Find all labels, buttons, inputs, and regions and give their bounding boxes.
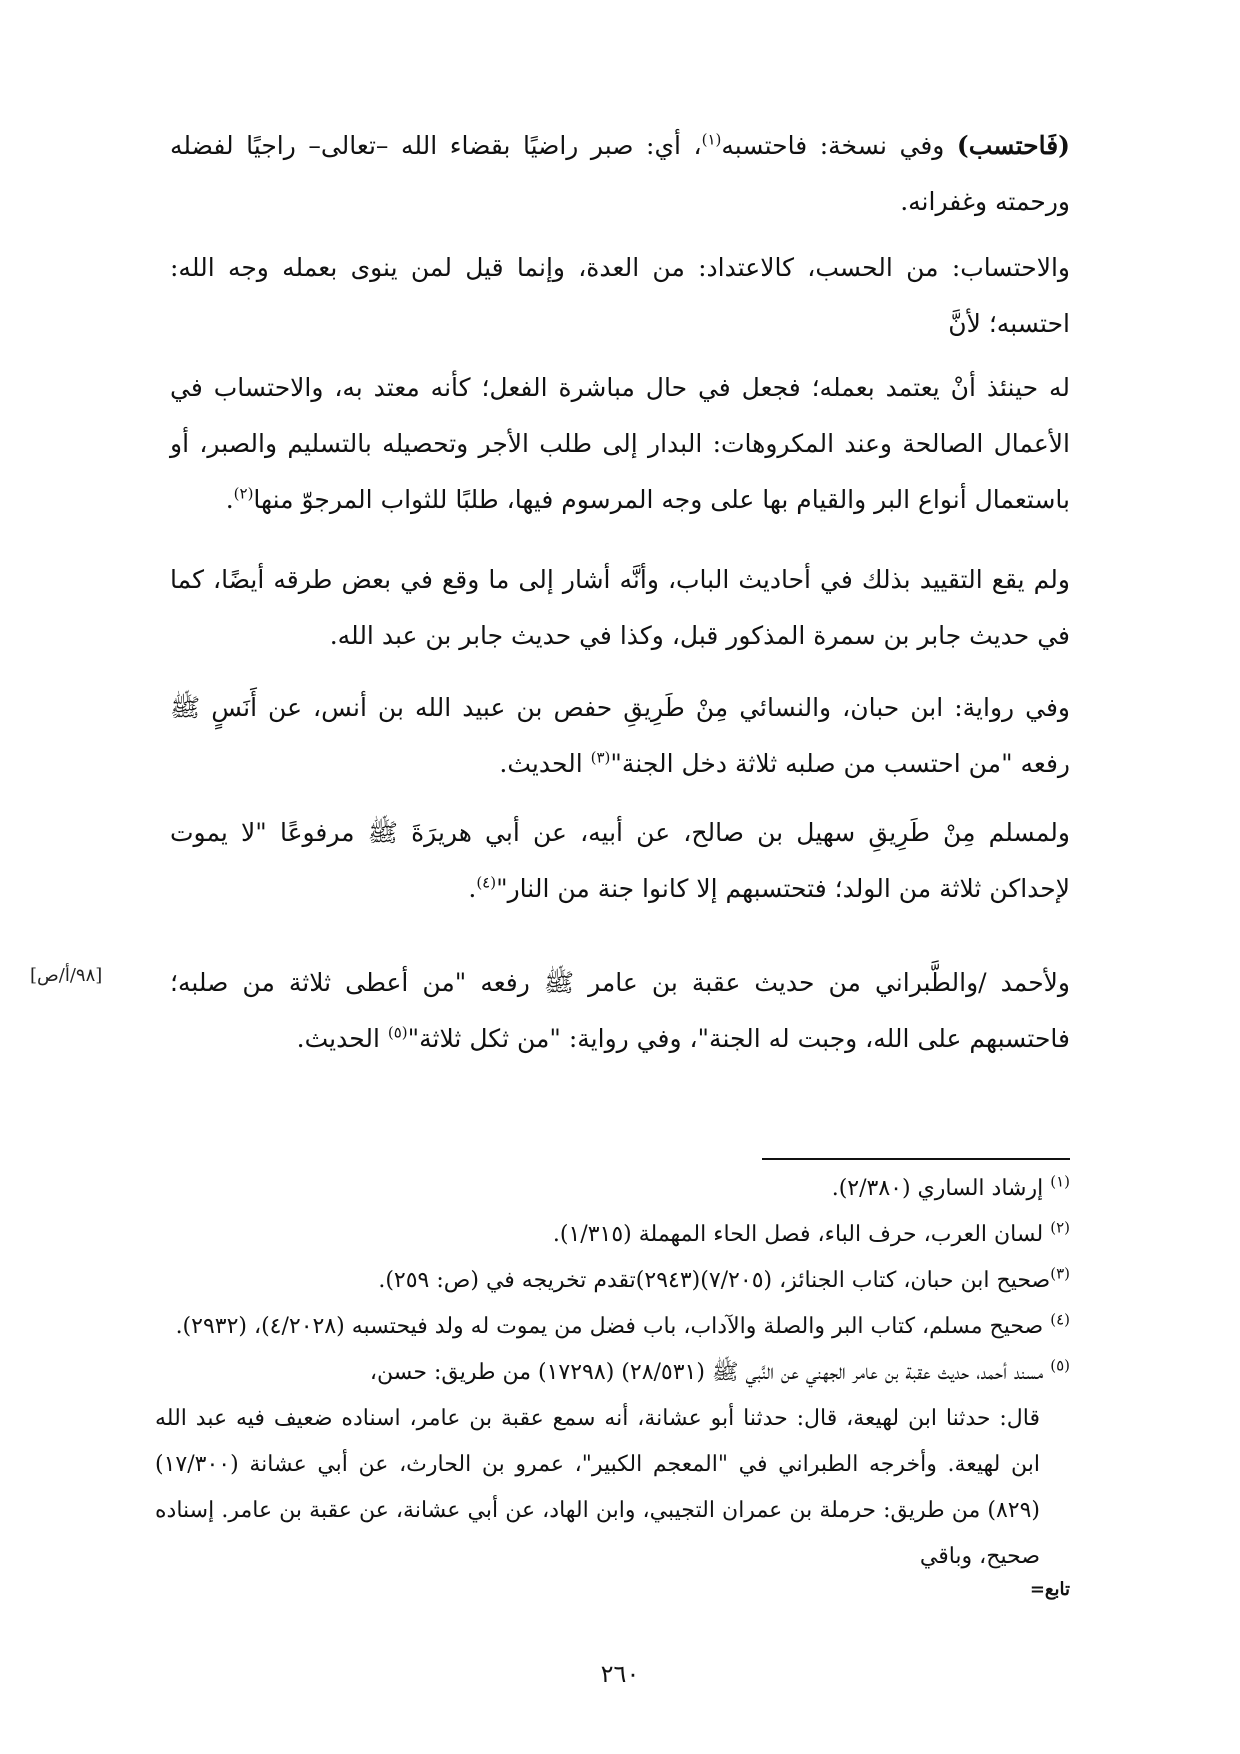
footnote-ref-2: (٢)	[233, 484, 254, 503]
paragraph-5-text: وفي رواية: ابن حبان، والنسائي مِنْ طَرِيقِ حفص بن عبيد الله بن أنس، عن أَنَسٍ ﷺ رفعه "من احتسب من صلبه ثلاثة دخل الجنة"	[170, 693, 1070, 778]
paragraph-4-text: ولم يقع التقييد بذلك في أحاديث الباب، وأنَّه أشار إلى ما وقع في بعض طرقه أيضًا، كما في حديث جابر بن سمرة المذكور قبل، وكذا في حديث جابر بن عبد الله.	[170, 565, 1070, 650]
page-number: ٢٦٠	[600, 1660, 640, 1688]
paragraph-5	[170, 680, 1070, 792]
paragraph-3-text: له حينئذ أنْ يعتمد بعمله؛ فجعل في حال مباشرة الفعل؛ كأنه معتد به، والاحتساب في الأعمال الصالحة وعند المكروهات: البدار إلى طلب الأجر وتحصيله بالتسليم والصبر، أو باستعمال أنواع البر والقيام بها على وجه المرسوم فيها، طلبًا للثواب المرجوّ منها	[170, 373, 1070, 514]
paragraph-7	[170, 955, 1070, 1067]
footnote-ref-1: (١)	[701, 130, 722, 149]
manuscript-folio-marker: [٩٨/أ/ص]	[30, 965, 103, 986]
footnote-number: (١)	[1050, 1172, 1070, 1191]
paragraph-6-tail: .	[468, 874, 477, 903]
footnote-ref-5: (٥)	[387, 1023, 408, 1042]
paragraph-1-tail: ، أي: صبر راضيًا بقضاء الله –تعالى– راجيًا لفضله ورحمته وغفرانه.	[170, 131, 1070, 216]
footnote-3	[155, 1258, 1070, 1304]
paragraph-6	[170, 805, 1070, 917]
footnote-text: لسان العرب، حرف الباء، فصل الحاء المهملة (١/٣١٥).	[552, 1222, 1044, 1247]
footnote-separator	[762, 1158, 1070, 1160]
paragraph-1	[170, 118, 1070, 230]
paragraph-6-text: ولمسلم مِنْ طَرِيقِ سهيل بن صالح، عن أبيه، عن أبي هريرَةَ ﷺ مرفوعًا "لا يموت لإحداكن ثلاثة من الولد؛ فتحتسبهم إلا كانوا جنة من النار"	[170, 818, 1070, 903]
footnote-text: إرشاد الساري (٢/٣٨٠).	[831, 1176, 1044, 1201]
paragraph-3	[170, 360, 1070, 528]
footnote-ref-3: (٣)	[590, 748, 611, 767]
footnote-number: (٥)	[1050, 1356, 1070, 1375]
footnote-text: مسند أحمد، حديث عقبة بن عامر الجهني عن النَّبي ﷺ (٢٨/٥٣١) (١٧٢٩٨) من طريق: حسن،	[369, 1360, 1044, 1385]
paragraph-7-text: ولأحمد /والطَّبراني من حديث عقبة بن عامر ﷺ رفعه "من أعطى ثلاثة من صلبه؛ فاحتسبهم على الله، وجبت له الجنة"، وفي رواية: "من ثكل ثلاثة"	[170, 968, 1070, 1053]
paragraph-5-tail: الحديث.	[499, 749, 591, 778]
paragraph-4	[170, 552, 1070, 664]
footnote-4	[155, 1304, 1070, 1350]
footnote-text: صحيح ابن حبان، كتاب الجنائز، (٧/٢٠٥)(٢٩٤٣)تقدم تخريجه في (ص: ٢٥٩).	[378, 1268, 1051, 1293]
paragraph-2	[170, 240, 1070, 352]
footnote-text: صحيح مسلم، كتاب البر والصلة والآداب، باب فضل من يموت له ولد فيحتسبه (٤/٢٠٢٨)، (٢٩٣٢).	[175, 1314, 1044, 1339]
footnote-number: (٢)	[1050, 1218, 1070, 1237]
paragraph-2-text: والاحتساب: من الحسب، كالاعتداد: من العدة، وإنما قيل لمن ينوى بعمله وجه الله: احتسبه؛ لأنَّ	[170, 253, 1070, 338]
footnote-5	[155, 1350, 1070, 1396]
paragraph-7-tail: الحديث.	[296, 1024, 388, 1053]
footnote-2	[155, 1212, 1070, 1258]
footnotes	[155, 1166, 1070, 1600]
footnote-ref-4: (٤)	[476, 873, 497, 892]
paragraph-3-tail: .	[225, 485, 234, 514]
footnote-5-continuation: قال: حدثنا ابن لهيعة، قال: حدثنا أبو عشانة، أنه سمع عقبة بن عامر، اسناده ضعيف فيه عبد الله ابن لهيعة. وأخرجه الطبراني في "المعجم الكبير"، عمرو بن الحارث، عن أبي عشانة (١٧/٣٠٠)(٨٢٩) من طريق: حرملة بن عمران التجيبي، وابن الهاد، عن أبي عشانة، عن عقبة بن عامر. إسناده صحيح، وباقي	[155, 1406, 1040, 1569]
footnote-1	[155, 1166, 1070, 1212]
headword: (فَاحتسب)	[956, 131, 1070, 160]
footnote-number: (٣)	[1050, 1264, 1070, 1283]
continuation-marker: تابع=	[1029, 1579, 1070, 1600]
paragraph-1-text: وفي نسخة: فاحتسبه	[721, 131, 945, 160]
footnote-number: (٤)	[1050, 1310, 1070, 1329]
